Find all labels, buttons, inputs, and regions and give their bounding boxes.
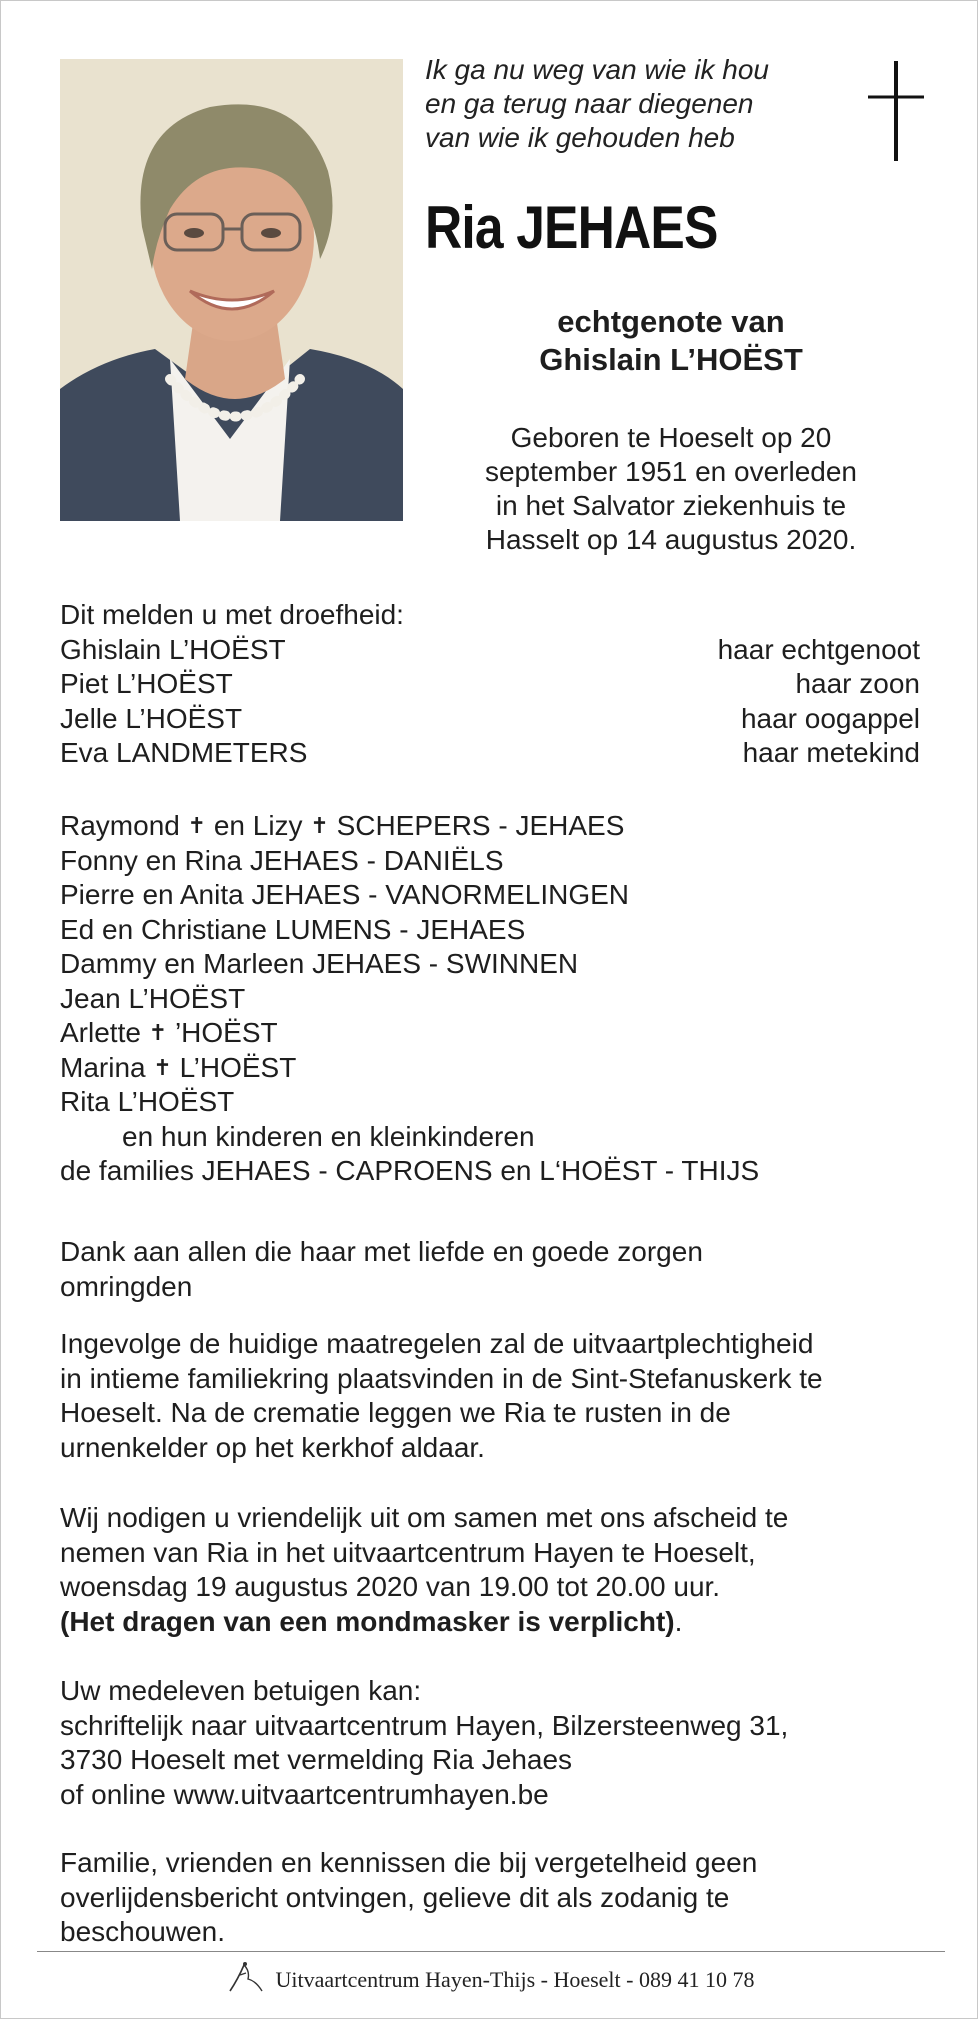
relative-row (60, 633, 920, 668)
family-name-part: ’HOËST (174, 1017, 278, 1048)
family-name-part: Marina (60, 1051, 146, 1083)
ceremony-line: in intieme familiekring plaatsvinden in de Sint-Stefanuskerk te (60, 1362, 823, 1394)
announcement-section (60, 598, 920, 771)
poem-line: van wie ik gehouden heb (425, 122, 735, 153)
family-name-part: Raymond (60, 810, 180, 841)
born-line: september 1951 en overleden (484, 456, 858, 487)
family-name-part: en Lizy (213, 810, 303, 841)
family-name-part: SCHEPERS - JEHAES (336, 810, 625, 841)
relative-relation: haar echtgenoot (717, 633, 920, 665)
invitation-line: Wij nodigen u vriendelijk uit om samen met ons afscheid te (60, 1502, 789, 1533)
condolences-line: schriftelijk naar uitvaartcentrum Hayen, Bilzersteenweg 31, (60, 1709, 789, 1741)
invitation-section (60, 1501, 920, 1639)
relative-row (60, 702, 920, 737)
family-line (60, 1016, 920, 1051)
small-cross-icon: ✝ (148, 1020, 168, 1045)
relative-name: Jelle L’HOËST (60, 702, 243, 734)
ceremony-section (60, 1327, 920, 1465)
invitation-line (60, 1605, 920, 1640)
family-line (60, 809, 920, 844)
relative-row (60, 667, 920, 702)
small-cross-icon: ✝ (187, 813, 207, 838)
family-line: de families JEHAES - CAPROENS en L‘HOËST - THIJS (60, 1155, 760, 1186)
period: . (674, 1605, 683, 1637)
birth-death-info (441, 421, 901, 557)
ceremony-line: Ingevolge de huidige maatregelen zal de uitvaartplechtigheid (60, 1328, 814, 1359)
small-cross-icon: ✝ (310, 813, 329, 838)
family-line: Fonny en Rina JEHAES - DANIËLS (60, 844, 504, 876)
thanks-line: omringden (60, 1270, 193, 1302)
condolences-line: 3730 Hoeselt met vermelding Ria Jehaes (60, 1744, 573, 1775)
condolences-line: Uw medeleven betuigen kan: (60, 1675, 422, 1706)
spouse-line: Ghislain L’HOËST (539, 342, 803, 377)
spouse-line: echtgenote van (557, 304, 785, 339)
born-line: Hasselt op 14 augustus 2020. (485, 524, 857, 555)
funeral-home-logo-icon (226, 1961, 266, 1993)
born-line: Geboren te Hoeselt op 20 (510, 422, 832, 453)
invitation-line: nemen van Ria in het uitvaartcentrum Hayen te Hoeselt, (60, 1536, 756, 1568)
condolences-section (60, 1674, 920, 1812)
closing-line: beschouwen. (60, 1916, 226, 1947)
footer-text: Uitvaartcentrum Hayen-Thijs - Hoeselt - 089 41 10 78 (275, 1967, 755, 1992)
thanks-line: Dank aan allen die haar met liefde en goede zorgen (60, 1236, 703, 1267)
closing-section (60, 1846, 920, 1950)
relative-row (60, 736, 920, 771)
footer (1, 1961, 979, 1995)
poem-line: Ik ga nu weg van wie ik hou (425, 54, 769, 85)
footer-divider (37, 1951, 945, 1952)
poem-line: en ga terug naar diegenen (425, 88, 754, 119)
relative-relation: haar zoon (795, 668, 920, 699)
relative-name: Eva LANDMETERS (60, 737, 308, 768)
cross-icon (868, 61, 924, 161)
family-name-part: Arlette (60, 1017, 141, 1048)
family-section (60, 809, 920, 1189)
ceremony-line: urnenkelder op het kerkhof aldaar. (60, 1431, 485, 1463)
portrait-photo (60, 59, 403, 521)
family-line (60, 1051, 920, 1086)
closing-line: Familie, vrienden en kennissen die bij vergetelheid geen (60, 1847, 758, 1878)
invitation-line: woensdag 19 augustus 2020 van 19.00 tot 20.00 uur. (60, 1571, 721, 1602)
thanks-section (60, 1235, 920, 1304)
relative-relation: haar oogappel (740, 702, 920, 734)
family-name-part: L’HOËST (179, 1051, 297, 1083)
mask-notice: (Het dragen van een mondmasker is verplicht) (60, 1605, 675, 1637)
spouse-info (441, 303, 901, 379)
closing-line: overlijdensbericht ontvingen, gelieve dit als zodanig te (60, 1881, 730, 1913)
ceremony-line: Hoeselt. Na de crematie leggen we Ria te rusten in de (60, 1397, 731, 1428)
relative-name: Piet L’HOËST (60, 668, 233, 699)
family-line: Rita L’HOËST (60, 1086, 235, 1117)
family-line: Pierre en Anita JEHAES - VANORMELINGEN (60, 879, 629, 910)
born-line: in het Salvator ziekenhuis te (495, 490, 847, 521)
family-line: Ed en Christiane LUMENS - JEHAES (60, 913, 526, 945)
relative-relation: haar metekind (742, 737, 920, 768)
announcement-intro: Dit melden u met droefheid: (60, 599, 404, 630)
portrait-illustration (60, 59, 403, 521)
family-line: Dammy en Marleen JEHAES - SWINNEN (60, 948, 579, 979)
relative-name: Ghislain L’HOËST (60, 633, 286, 665)
deceased-name: Ria JEHAES (425, 194, 718, 261)
condolences-line: of online www.uitvaartcentrumhayen.be (60, 1778, 549, 1810)
family-line: en hun kinderen en kleinkinderen (122, 1120, 535, 1152)
poem (425, 53, 769, 155)
small-cross-icon: ✝ (153, 1054, 172, 1080)
family-line: Jean L’HOËST (60, 982, 246, 1014)
